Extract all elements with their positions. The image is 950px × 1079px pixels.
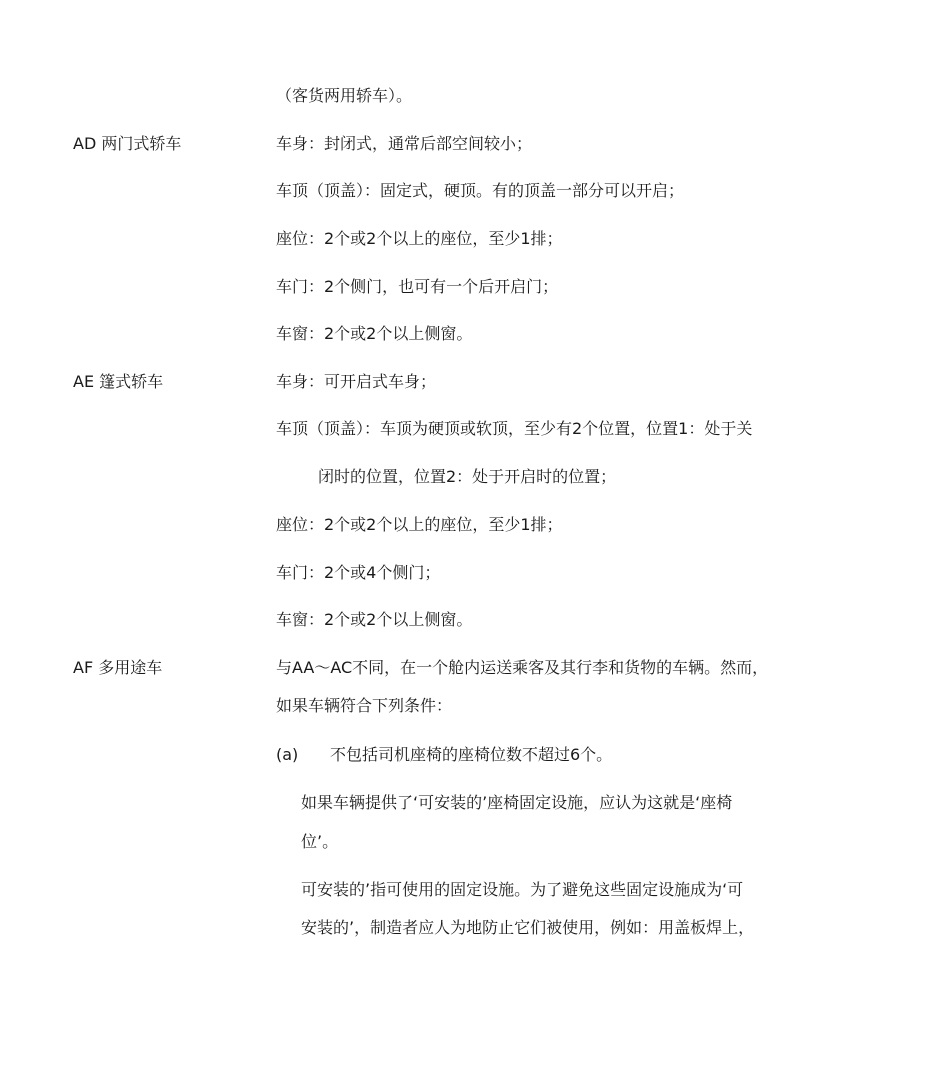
af-note-line: 可安装的’指可使用的固定设施。为了避免这些固定设施成为‘可 bbox=[301, 880, 744, 899]
ae-line-body: 车身：可开启式车身； bbox=[276, 372, 437, 391]
ae-line-seats: 座位：2个或2个以上的座位，至少1排； bbox=[276, 515, 563, 534]
ae-line-roof: 车顶（顶盖）：车顶为硬顶或软顶，至少有2个位置，位置1：处于关 bbox=[276, 419, 753, 438]
intro-continuation: （客货两用轿车）。 bbox=[276, 86, 413, 105]
af-note-line: 如果车辆提供了‘可安装的’座椅固定设施，应认为这就是‘座椅 bbox=[301, 793, 733, 812]
ae-line-roof-cont: 闭时的位置，位置2：处于开启时的位置； bbox=[318, 467, 617, 486]
ad-line-windows: 车窗：2个或2个以上侧窗。 bbox=[276, 324, 473, 343]
af-line-def-cont: 如果车辆符合下列条件： bbox=[276, 696, 453, 715]
af-condition-label: (a) bbox=[276, 745, 299, 764]
ad-line-doors: 车门：2个侧门，也可有一个后开启门； bbox=[276, 277, 559, 296]
ae-line-doors: 车门：2个或4个侧门； bbox=[276, 563, 441, 582]
af-condition-text: 不包括司机座椅的座椅位数不超过6个。 bbox=[330, 745, 613, 764]
term-ad: AD 两门式轿车 bbox=[73, 134, 182, 153]
af-line-def: 与AA～AC不同，在一个舱内运送乘客及其行李和货物的车辆。然而， bbox=[276, 658, 769, 677]
ad-line-body: 车身：封闭式，通常后部空间较小； bbox=[276, 134, 533, 153]
term-af: AF 多用途车 bbox=[73, 658, 163, 677]
af-note-line: 安装的’，制造者应人为地防止它们被使用，例如：用盖板焊上， bbox=[301, 918, 755, 937]
ad-line-roof: 车顶（顶盖）：固定式，硬顶。有的顶盖一部分可以开启； bbox=[276, 181, 685, 200]
term-ae: AE 篷式轿车 bbox=[73, 372, 164, 391]
af-note-line: 位’。 bbox=[301, 832, 339, 851]
ae-line-windows: 车窗：2个或2个以上侧窗。 bbox=[276, 610, 473, 629]
ad-line-seats: 座位：2个或2个以上的座位，至少1排； bbox=[276, 229, 563, 248]
